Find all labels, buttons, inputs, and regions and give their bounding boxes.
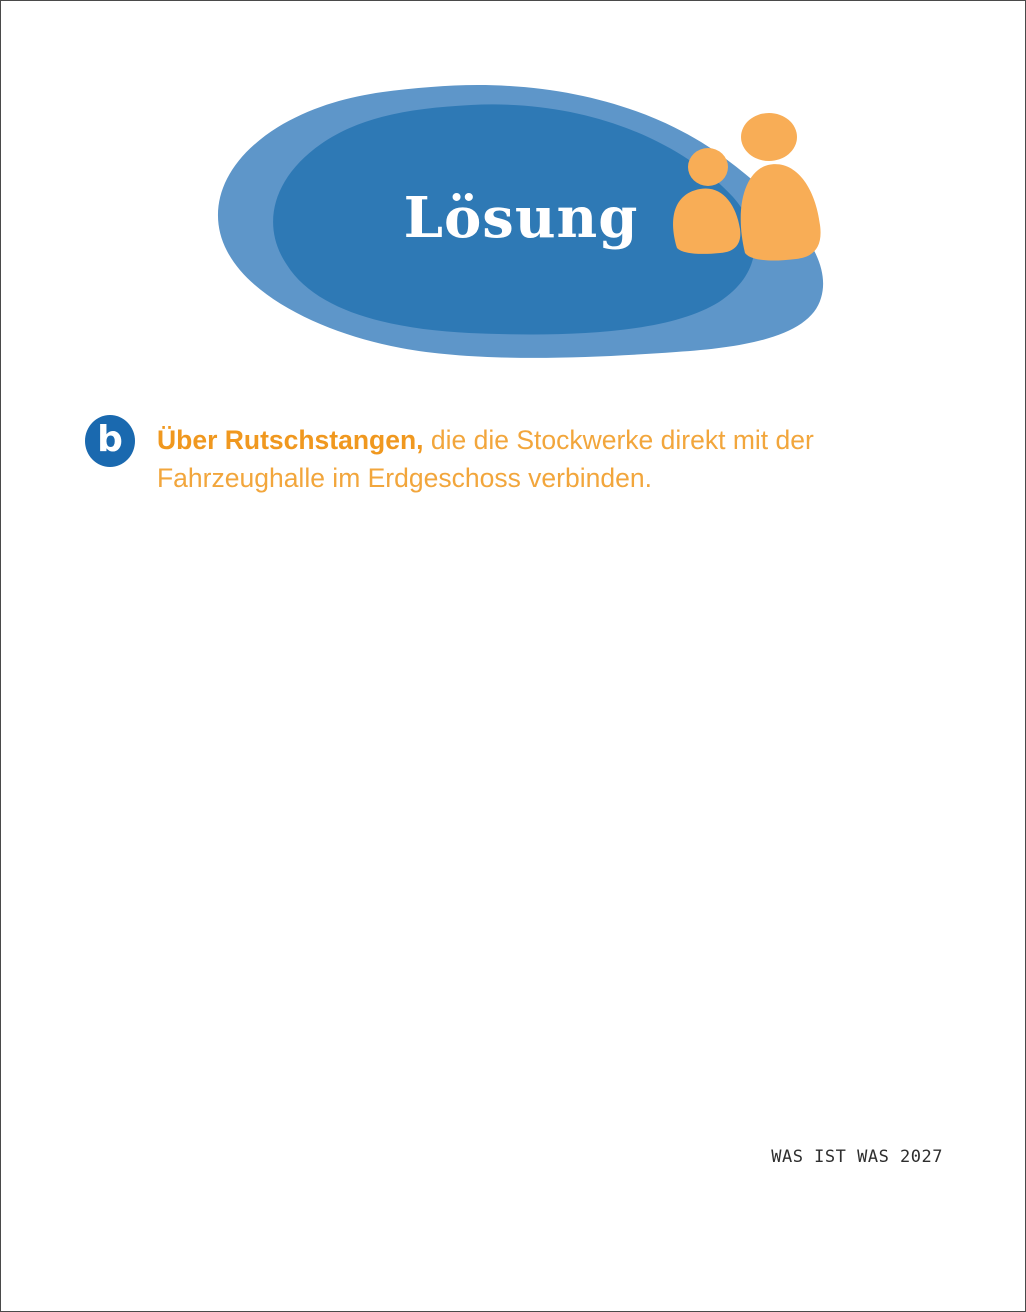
header-graphic bbox=[1, 1, 1026, 401]
answer-row bbox=[85, 415, 885, 497]
footer-credit: WAS IST WAS 2027 bbox=[771, 1147, 943, 1167]
page-title: Lösung bbox=[403, 185, 639, 251]
answer-text-bold: Über Rutschstangen, bbox=[157, 425, 424, 455]
answer-badge-b: b bbox=[85, 415, 135, 467]
answer-text bbox=[157, 421, 881, 497]
answer-text-rest: die die Stockwerke direkt mit der Fahrzeughalle im Erdgeschoss verbinden. bbox=[157, 425, 814, 493]
